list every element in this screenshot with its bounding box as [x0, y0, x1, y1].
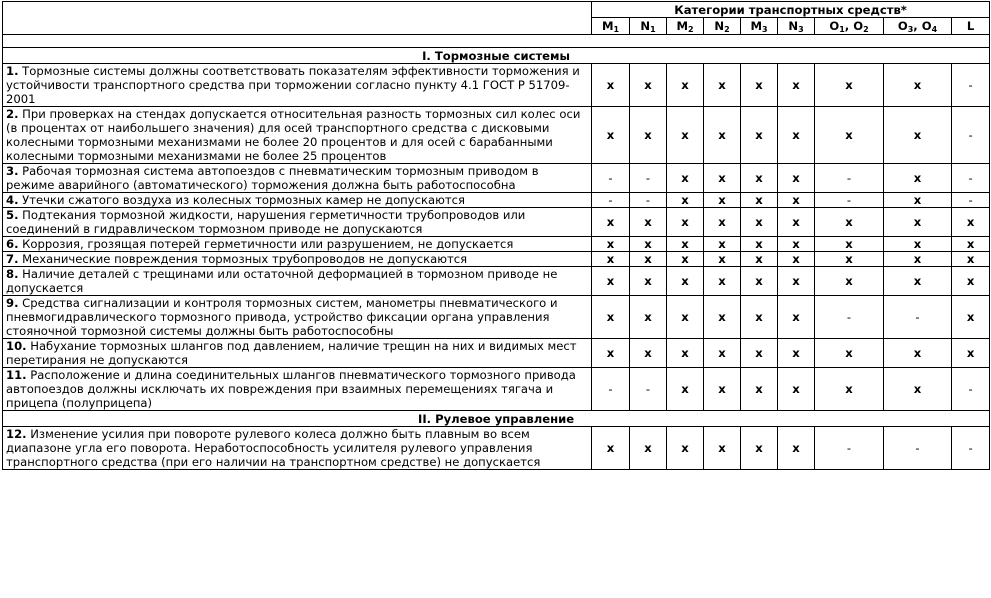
applicable-mark: x	[741, 296, 778, 339]
not-applicable-mark: -	[815, 427, 884, 470]
requirement-number: 12.	[6, 427, 27, 441]
applicable-mark: x	[667, 339, 704, 368]
applicable-mark: x	[592, 107, 630, 164]
not-applicable-mark: -	[592, 368, 630, 411]
category-code: N	[714, 19, 725, 33]
category-code: M	[601, 19, 614, 33]
category-subscript: 3	[761, 25, 768, 34]
applicable-mark: x	[778, 64, 815, 107]
requirement-number: 7.	[6, 252, 19, 266]
requirement-text-cell	[3, 296, 592, 339]
applicable-mark: x	[667, 368, 704, 411]
requirement-text: Набухание тормозных шлангов под давлением, наличие трещин на них и видимых мест перетирания не допускаются	[6, 339, 577, 367]
applicable-mark: x	[815, 64, 884, 107]
not-applicable-mark: -	[630, 164, 667, 193]
applicable-mark: x	[778, 164, 815, 193]
applicable-mark: x	[815, 237, 884, 252]
applicable-mark: x	[741, 193, 778, 208]
table-row	[3, 193, 990, 208]
not-applicable-mark: -	[952, 193, 990, 208]
applicable-mark: x	[667, 193, 704, 208]
requirement-number: 5.	[6, 208, 19, 222]
applicable-mark: x	[592, 339, 630, 368]
applicable-mark: x	[778, 427, 815, 470]
not-applicable-mark: -	[630, 368, 667, 411]
category-subscript: 3	[907, 25, 914, 34]
applicable-mark: x	[778, 252, 815, 267]
requirement-text: Наличие деталей с трещинами или остаточной деформацией в тормозном приводе не допускается	[6, 267, 558, 295]
applicable-mark: x	[704, 237, 741, 252]
applicable-mark: x	[884, 64, 952, 107]
header-empty-cell	[3, 2, 592, 35]
applicable-mark: x	[704, 267, 741, 296]
applicable-mark: x	[741, 252, 778, 267]
category-code: M	[750, 19, 762, 33]
applicable-mark: x	[630, 107, 667, 164]
applicable-mark: x	[884, 267, 952, 296]
requirement-text: Подтекания тормозной жидкости, нарушения герметичности трубопроводов или соединений в гидравлическом тормозном приводе не допускаются	[6, 208, 526, 236]
not-applicable-mark: -	[952, 427, 990, 470]
applicable-mark: x	[741, 368, 778, 411]
requirement-text-cell	[3, 64, 592, 107]
applicable-mark: x	[630, 427, 667, 470]
applicable-mark: x	[778, 208, 815, 237]
not-applicable-mark: -	[815, 296, 884, 339]
applicable-mark: x	[952, 267, 990, 296]
applicable-mark: x	[704, 164, 741, 193]
applicable-mark: x	[815, 252, 884, 267]
applicable-mark: x	[815, 208, 884, 237]
applicable-mark: x	[741, 208, 778, 237]
applicable-mark: x	[592, 296, 630, 339]
applicable-mark: x	[952, 208, 990, 237]
category-header	[704, 18, 741, 35]
table-row	[3, 267, 990, 296]
table-row	[3, 237, 990, 252]
applicable-mark: x	[952, 296, 990, 339]
not-applicable-mark: -	[952, 164, 990, 193]
applicable-mark: x	[741, 339, 778, 368]
category-header	[778, 18, 815, 35]
category-subscript: 1	[613, 25, 620, 34]
requirement-text-cell	[3, 252, 592, 267]
category-header	[952, 18, 990, 35]
applicable-mark: x	[592, 427, 630, 470]
table-body	[3, 35, 990, 470]
spacer-cell	[3, 35, 990, 48]
category-code: O	[829, 19, 840, 33]
applicable-mark: x	[592, 64, 630, 107]
requirement-text: Коррозия, грозящая потерей герметичности или разрушением, не допускается	[18, 237, 514, 251]
not-applicable-mark: -	[952, 107, 990, 164]
applicable-mark: x	[741, 107, 778, 164]
applicable-mark: x	[778, 368, 815, 411]
requirement-text-cell	[3, 107, 592, 164]
category-code: M	[676, 19, 688, 33]
table-row	[3, 107, 990, 164]
applicable-mark: x	[667, 296, 704, 339]
applicable-mark: x	[884, 252, 952, 267]
requirement-text: Утечки сжатого воздуха из колесных тормозных камер не допускаются	[18, 193, 465, 207]
applicable-mark: x	[884, 193, 952, 208]
section-row	[3, 48, 990, 64]
requirement-text-cell	[3, 193, 592, 208]
applicable-mark: x	[667, 107, 704, 164]
category-subscript: 1	[650, 25, 656, 34]
applicable-mark: x	[884, 107, 952, 164]
category-header	[592, 18, 630, 35]
applicable-mark: x	[592, 237, 630, 252]
requirement-number: 2.	[6, 107, 19, 121]
applicable-mark: x	[884, 237, 952, 252]
requirement-text: Расположение и длина соединительных шлангов пневматического тормозного привода автопоездов должны исключать их повреждения при взаимных перемещениях тягача и прицепа (полуприцепа)	[6, 368, 576, 410]
applicable-mark: x	[704, 64, 741, 107]
applicable-mark: x	[815, 368, 884, 411]
requirement-text-cell	[3, 427, 592, 470]
category-subscript: 2	[863, 25, 869, 34]
applicable-mark: x	[704, 193, 741, 208]
applicable-mark: x	[741, 164, 778, 193]
table-row	[3, 208, 990, 237]
applicable-mark: x	[667, 208, 704, 237]
applicable-mark: x	[592, 208, 630, 237]
requirement-text: Механические повреждения тормозных трубопроводов не допускаются	[18, 252, 468, 266]
applicable-mark: x	[952, 339, 990, 368]
categories-title: Категории транспортных средств*	[592, 2, 990, 18]
spacer-row	[3, 35, 990, 48]
applicable-mark: x	[667, 252, 704, 267]
applicable-mark: x	[630, 252, 667, 267]
category-code: O	[897, 19, 908, 33]
category-subscript: 3	[798, 25, 804, 34]
applicable-mark: x	[741, 427, 778, 470]
not-applicable-mark: -	[815, 193, 884, 208]
applicable-mark: x	[952, 237, 990, 252]
applicable-mark: x	[778, 339, 815, 368]
applicable-mark: x	[741, 267, 778, 296]
table-row	[3, 368, 990, 411]
applicable-mark: x	[884, 368, 952, 411]
requirement-text-cell	[3, 368, 592, 411]
requirement-text-cell	[3, 164, 592, 193]
category-code: , O	[844, 19, 864, 33]
category-header	[630, 18, 667, 35]
applicable-mark: x	[778, 296, 815, 339]
requirement-number: 10.	[6, 339, 27, 353]
applicable-mark: x	[778, 267, 815, 296]
applicable-mark: x	[667, 237, 704, 252]
applicable-mark: x	[741, 64, 778, 107]
applicable-mark: x	[704, 339, 741, 368]
category-code: L	[966, 19, 975, 33]
category-code: , O	[913, 19, 932, 33]
requirement-text: Рабочая тормозная система автопоездов с пневматическим тормозным приводом в режиме аварийного (автоматического) торможения должна быть работоспособна	[6, 164, 539, 192]
applicable-mark: x	[592, 252, 630, 267]
applicable-mark: x	[630, 267, 667, 296]
requirement-text: Изменение усилия при повороте рулевого колеса должно быть плавным во всем диапазоне угла его поворота. Неработоспособность усилителя рулевого управления транспортного средства (при его наличии на транспортном средстве) не допускается	[6, 427, 541, 469]
requirement-number: 6.	[6, 237, 19, 251]
applicable-mark: x	[815, 267, 884, 296]
requirement-text: При проверках на стендах допускается относительная разность тормозных сил колес оси (в процентах от наибольшего значения) для осей транспортного средства с дисковыми колесными тормозными механизмами не более 20 процентов и для осей с барабанными колесными тормозными механизмами не более 25 процентов	[6, 107, 581, 163]
not-applicable-mark: -	[630, 193, 667, 208]
applicable-mark: x	[778, 107, 815, 164]
table-row	[3, 164, 990, 193]
requirement-text-cell	[3, 339, 592, 368]
table-row	[3, 296, 990, 339]
table-row	[3, 64, 990, 107]
applicable-mark: x	[704, 252, 741, 267]
applicable-mark: x	[884, 339, 952, 368]
requirement-text-cell	[3, 237, 592, 252]
applicable-mark: x	[630, 208, 667, 237]
section-title: II. Рулевое управление	[3, 411, 990, 427]
category-subscript: 2	[687, 25, 694, 34]
applicable-mark: x	[667, 267, 704, 296]
applicable-mark: x	[667, 427, 704, 470]
applicable-mark: x	[704, 296, 741, 339]
not-applicable-mark: -	[592, 164, 630, 193]
applicable-mark: x	[630, 237, 667, 252]
applicable-mark: x	[667, 64, 704, 107]
not-applicable-mark: -	[952, 64, 990, 107]
applicable-mark: x	[667, 164, 704, 193]
requirements-table	[2, 1, 990, 470]
not-applicable-mark: -	[884, 427, 952, 470]
applicable-mark: x	[741, 237, 778, 252]
category-subscript: 4	[931, 25, 938, 34]
applicable-mark: x	[815, 339, 884, 368]
category-code: N	[640, 19, 651, 33]
not-applicable-mark: -	[815, 164, 884, 193]
table-row	[3, 252, 990, 267]
table-row	[3, 427, 990, 470]
applicable-mark: x	[704, 107, 741, 164]
applicable-mark: x	[592, 267, 630, 296]
applicable-mark: x	[704, 208, 741, 237]
requirement-number: 4.	[6, 193, 19, 207]
applicable-mark: x	[630, 296, 667, 339]
requirement-text: Средства сигнализации и контроля тормозных систем, манометры пневматического и пневмогидравлического тормозного привода, устройство фиксации органа управления стояночной тормозной системы должны быть работоспособны	[6, 296, 558, 338]
category-subscript: 1	[839, 25, 845, 34]
applicable-mark: x	[884, 208, 952, 237]
applicable-mark: x	[630, 339, 667, 368]
requirement-text-cell	[3, 208, 592, 237]
category-header	[741, 18, 778, 35]
applicable-mark: x	[884, 164, 952, 193]
category-header	[884, 18, 952, 35]
category-subscript: 2	[724, 25, 730, 34]
category-header	[667, 18, 704, 35]
section-row	[3, 411, 990, 427]
requirement-number: 1.	[6, 64, 19, 78]
applicable-mark: x	[630, 64, 667, 107]
requirement-number: 8.	[6, 267, 19, 281]
category-header	[815, 18, 884, 35]
applicable-mark: x	[704, 427, 741, 470]
section-title: I. Тормозные системы	[3, 48, 990, 64]
applicable-mark: x	[778, 237, 815, 252]
requirement-number: 9.	[6, 296, 19, 310]
requirement-text: Тормозные системы должны соответствовать показателям эффективности торможения и устойчивости транспортного средства при торможении согласно пункту 4.1 ГОСТ Р 51709-2001	[6, 64, 580, 106]
applicable-mark: x	[704, 368, 741, 411]
requirement-number: 3.	[6, 164, 19, 178]
applicable-mark: x	[815, 107, 884, 164]
applicable-mark: x	[778, 193, 815, 208]
applicable-mark: x	[952, 252, 990, 267]
not-applicable-mark: -	[952, 368, 990, 411]
header-title-row	[3, 2, 990, 18]
not-applicable-mark: -	[884, 296, 952, 339]
not-applicable-mark: -	[592, 193, 630, 208]
requirement-number: 11.	[6, 368, 27, 382]
requirement-text-cell	[3, 267, 592, 296]
table-row	[3, 339, 990, 368]
category-code: N	[788, 19, 799, 33]
